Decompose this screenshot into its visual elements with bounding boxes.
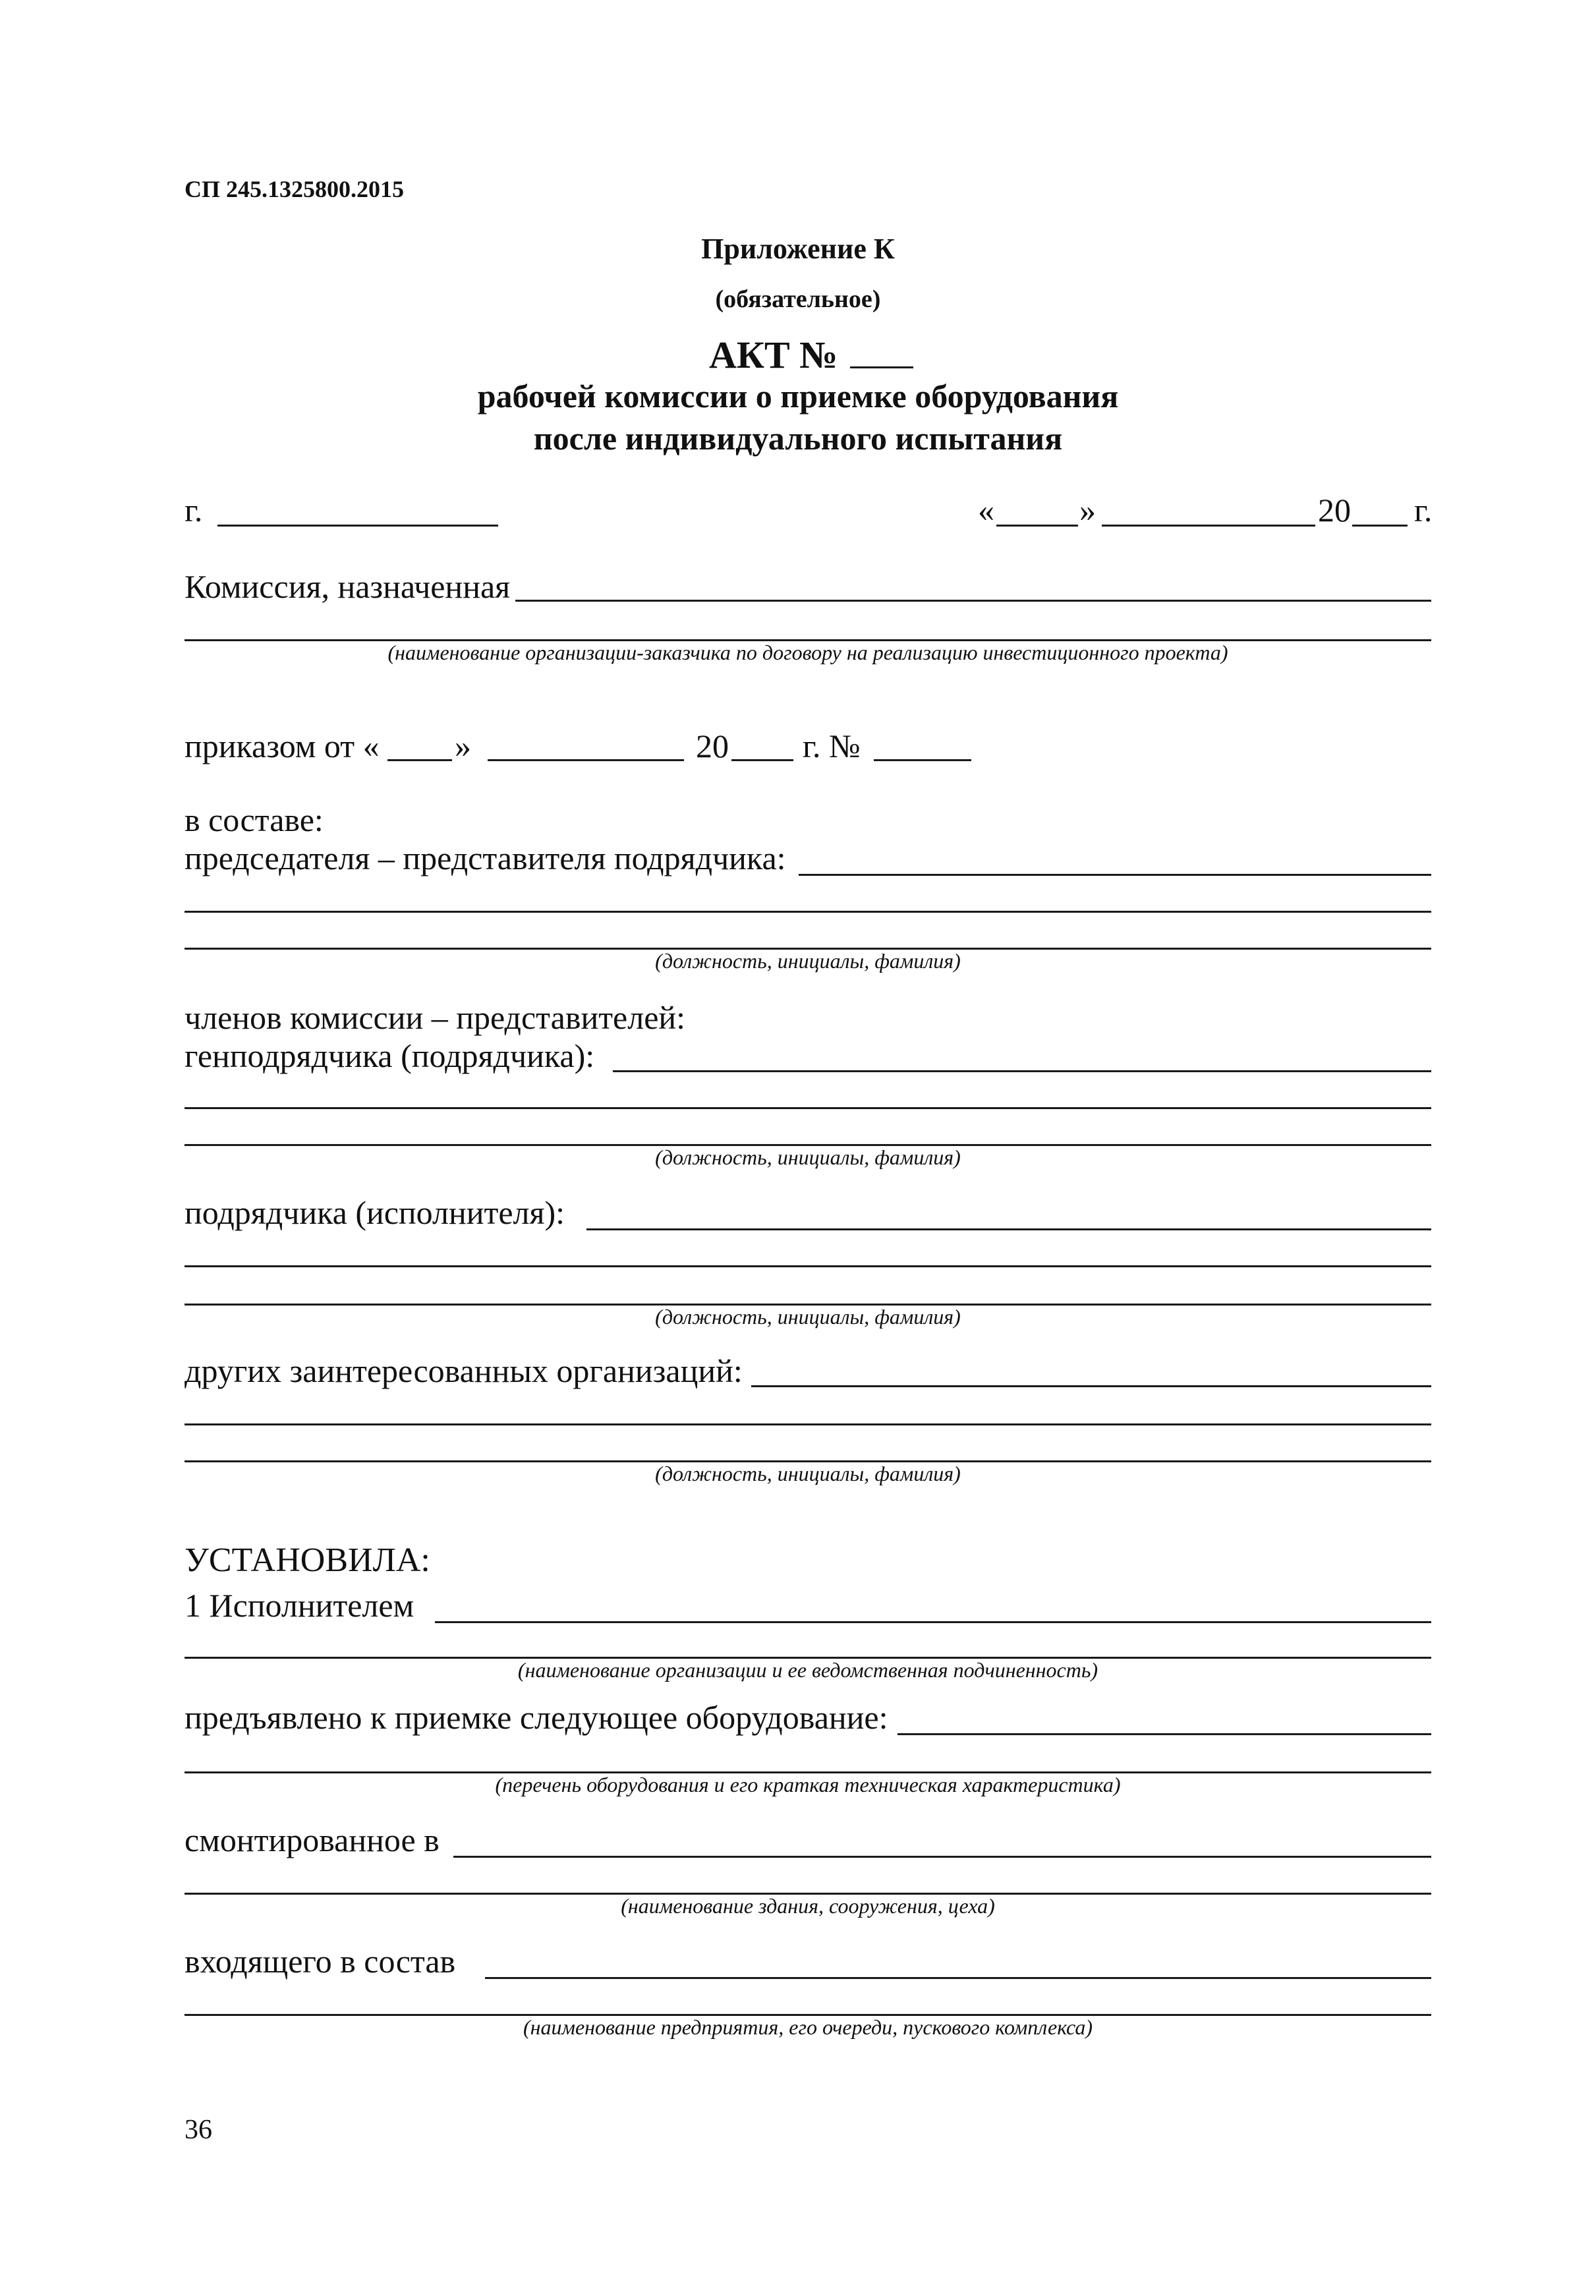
contractor-field[interactable]: [586, 1228, 1431, 1230]
date-open-quote: «: [978, 492, 994, 529]
date-month-field[interactable]: [1102, 525, 1315, 527]
other-orgs-caption: (должность, инициалы, фамилия): [655, 1462, 961, 1485]
date-year-field[interactable]: [1352, 525, 1408, 527]
order-number-field[interactable]: [874, 759, 971, 761]
chairman-label: председателя – представителя подрядчика:: [185, 840, 786, 876]
chairman-field[interactable]: [799, 874, 1431, 876]
commission-appointed-label: Комиссия, назначенная: [185, 568, 511, 605]
date-year-prefix: 20: [1318, 492, 1351, 529]
mounted-field[interactable]: [453, 1856, 1431, 1858]
mounted-caption: (наименование здания, сооружения, цеха): [621, 1894, 995, 1918]
order-number-label: г. №: [803, 728, 861, 764]
executor-label: 1 Исполнителем: [185, 1587, 414, 1624]
other-orgs-field[interactable]: [751, 1385, 1431, 1387]
act-title-line1: рабочей комиссии о приемке оборудования: [477, 378, 1119, 415]
contractor-label: подрядчика (исполнителя):: [185, 1194, 565, 1231]
general-contractor-caption: (должность, инициалы, фамилия): [655, 1145, 961, 1169]
general-contractor-field[interactable]: [613, 1070, 1431, 1072]
mounted-label: смонтированное в: [185, 1822, 440, 1858]
date-close-quote: »: [1079, 492, 1096, 529]
order-year-field[interactable]: [731, 759, 793, 761]
order-label: приказом от «: [185, 728, 380, 764]
members-label: членов комиссии – представителей:: [185, 999, 686, 1036]
included-label: входящего в состав: [185, 1943, 456, 1980]
appendix-status: (обязательное): [715, 285, 881, 313]
equipment-field[interactable]: [898, 1733, 1431, 1735]
general-contractor-field-2[interactable]: [185, 1107, 1431, 1109]
order-month-field[interactable]: [488, 759, 684, 761]
executor-field[interactable]: [435, 1621, 1431, 1623]
equipment-label: предъявлено к приемке следующее оборудование:: [185, 1699, 888, 1736]
order-close-quote: »: [455, 728, 471, 764]
act-title-line2: после индивидуального испытания: [533, 420, 1063, 457]
included-field[interactable]: [485, 1977, 1431, 1979]
appendix-title: Приложение К: [701, 233, 895, 265]
city-field[interactable]: [217, 525, 498, 527]
equipment-caption: (перечень оборудования и его краткая техническая характеристика): [495, 1773, 1121, 1796]
chairman-caption: (должность, инициалы, фамилия): [655, 949, 961, 973]
page-number: 36: [185, 2115, 212, 2145]
included-caption: (наименование предприятия, его очереди, пускового комплекса): [523, 2015, 1093, 2039]
date-year-suffix: г.: [1414, 492, 1433, 529]
contractor-caption: (должность, инициалы, фамилия): [655, 1305, 961, 1329]
city-prefix: г.: [185, 492, 203, 529]
other-orgs-field-2[interactable]: [185, 1423, 1431, 1425]
chairman-field-2[interactable]: [185, 911, 1431, 913]
date-day-field[interactable]: [996, 525, 1078, 527]
established-label: УСТАНОВИЛА:: [185, 1541, 430, 1579]
other-orgs-label: других заинтересованных организаций:: [185, 1352, 743, 1389]
executor-caption: (наименование организации и ее ведомственная подчиненность): [517, 1658, 1098, 1682]
order-day-field[interactable]: [387, 759, 452, 761]
standard-code: СП 245.1325800.2015: [185, 176, 404, 202]
act-number-label: АКТ №: [709, 333, 838, 376]
commission-appointed-caption: (наименование организации-заказчика по договору на реализацию инвестиционного проекта): [387, 641, 1228, 664]
act-number-field[interactable]: [850, 366, 913, 368]
commission-appointed-field[interactable]: [515, 600, 1431, 602]
general-contractor-label: генподрядчика (подрядчика):: [185, 1037, 595, 1074]
contractor-field-2[interactable]: [185, 1265, 1431, 1267]
composition-label: в составе:: [185, 801, 324, 838]
order-year-prefix: 20: [696, 728, 729, 764]
